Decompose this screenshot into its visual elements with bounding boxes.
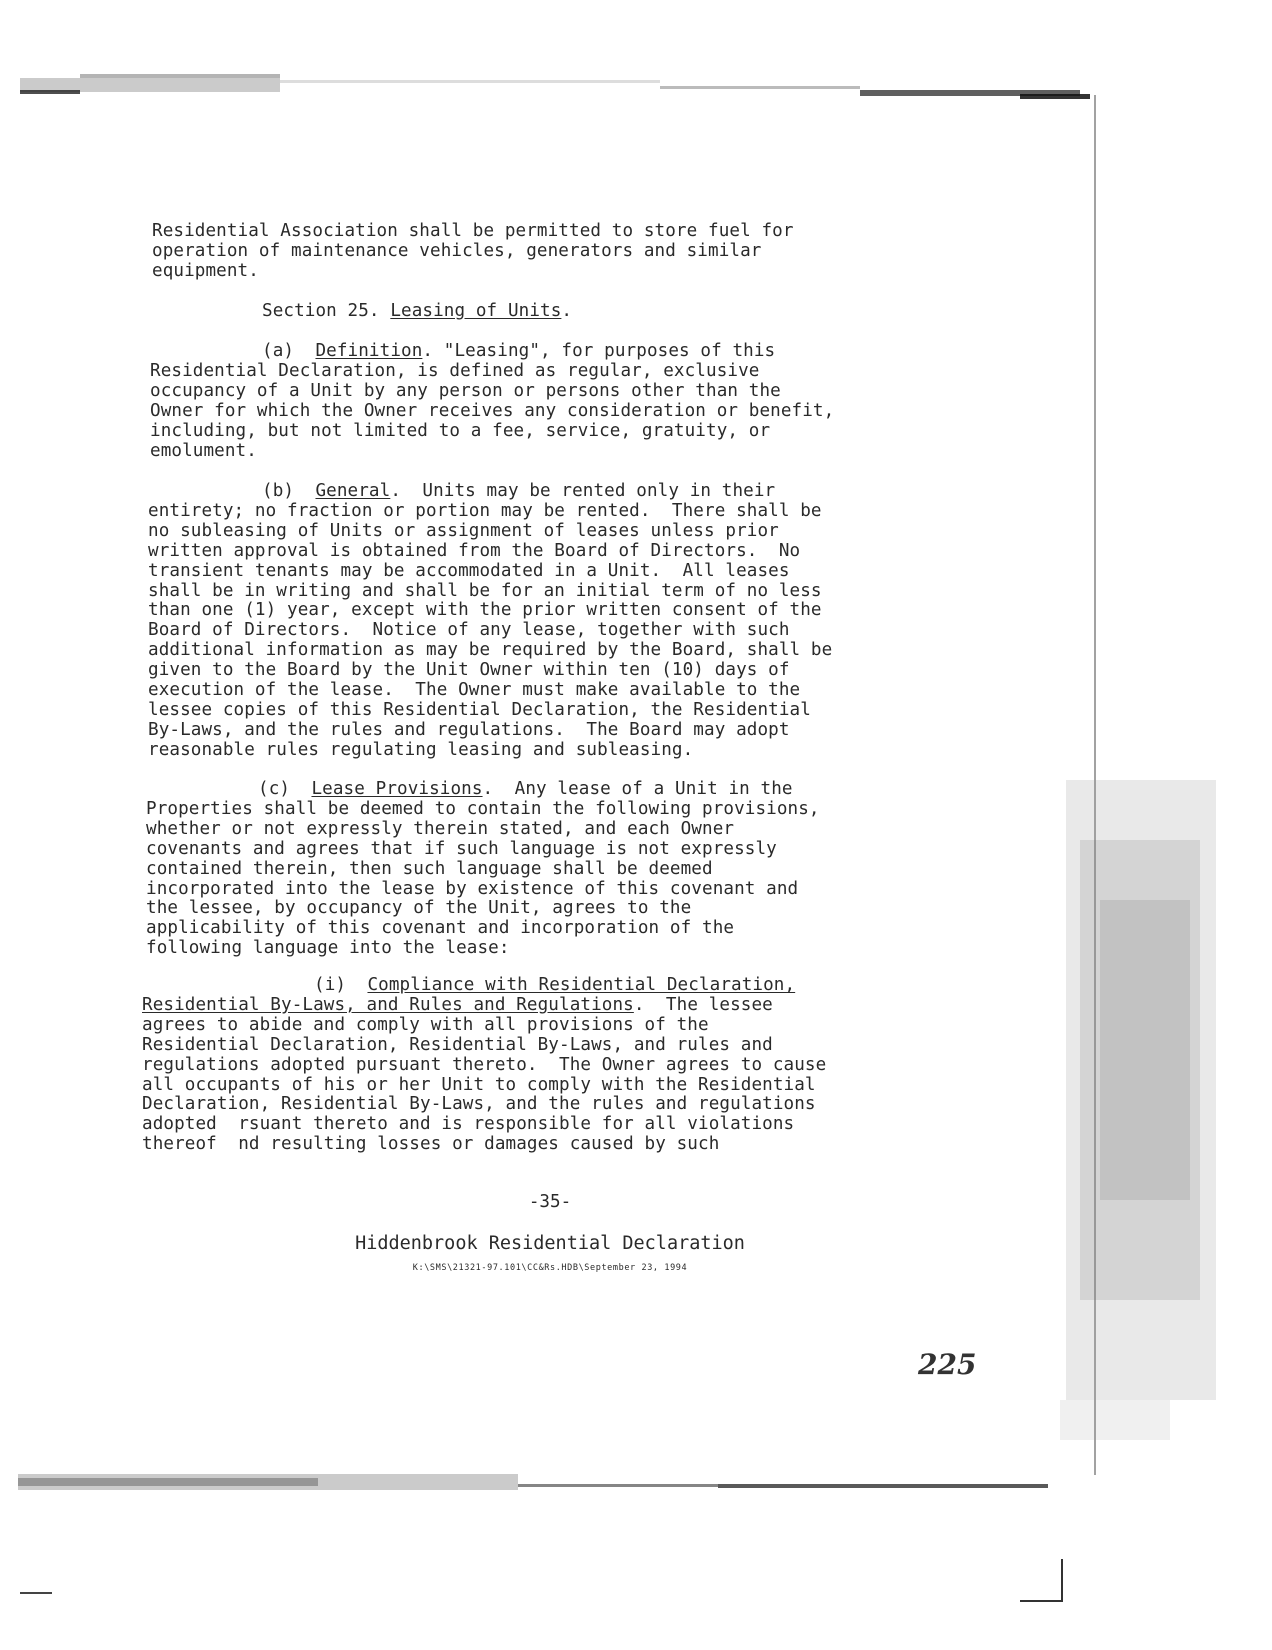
subsection-a-marker: (a) bbox=[262, 341, 295, 361]
page-number: -35- bbox=[528, 1192, 572, 1212]
section-number: Section 25. bbox=[262, 301, 380, 321]
subsection-c-marker: (c) bbox=[258, 779, 291, 799]
subitem-i-title-line2: Residential By-Laws, and Rules and Regulations bbox=[142, 994, 634, 1015]
opening-paragraph: Residential Association shall be permitted to store fuel for operation of maintenance vehicles, generators and similar equipment. bbox=[152, 221, 794, 281]
subsection-a-body: . "Leasing", for purposes of this Residential Declaration, is defined as regular, exclusive occupancy of a Unit by any person or persons other than the Owner for which the Owner receives any consideration or benefit, including, but not limited to a fee, service, gratuity, or emolument. bbox=[150, 341, 835, 461]
footer-document-title: Hiddenbrook Residential Declaration bbox=[355, 1233, 745, 1254]
subitem-i-body: . The lessee agrees to abide and comply with all provisions of the Residential Declaration, Residential By-Laws, and rules and regulations adopted pursuant thereto. The Owner agrees to cause all occupants of his or her Unit to comply with the Residential Declaration, Residential By-Laws, and the rules and regulations adopted rsuant thereto and is responsible for all violations thereof nd resulting losses or damages caused by such bbox=[142, 994, 827, 1155]
subsection-b-marker: (b) bbox=[262, 481, 295, 501]
subsection-c-title: Lease Provisions bbox=[311, 779, 483, 799]
subsection-b-body: . Units may be rented only in their entirety; no fraction or portion may be rented. There shall be no subleasing of Units or assignment of leases unless prior written approval is obtained from the Board of Directors. No transient tenants may be accommodated in a Unit. All leases shall be in writing and shall be for an initial term of no less than one (1) year, except with the prior written consent of the Board of Directors. Notice of any lease, together with such additional information as may be required by the Board, shall be given to the Board by the Unit Owner within ten (10) days of execution of the lease. The Owner must make available to the lessee copies of this Residential Declaration, the Residential By-Laws, and the rules and regulations. The Board may adopt reasonable rules regulating leasing and subleasing. bbox=[148, 481, 833, 760]
subsection-a bbox=[150, 342, 970, 461]
subitem-i bbox=[142, 976, 962, 1155]
subsection-b bbox=[148, 482, 968, 761]
subsection-a-title: Definition bbox=[315, 341, 423, 361]
subsection-b-title: General bbox=[315, 481, 391, 501]
handwritten-page-number: 225 bbox=[918, 1348, 977, 1381]
section-title: Leasing of Units bbox=[390, 301, 562, 321]
section-heading: Section 25. Leasing of Units. bbox=[262, 301, 573, 321]
subsection-c-body: . Any lease of a Unit in the Properties shall be deemed to contain the following provisions, whether or not expressly therein stated, and each Owner covenants and agrees that if such language is not expressly contained therein, then such language shall be deemed incorporated into the lease by existence of this covenant and the lessee, by occupancy of the Unit, agrees to the applicability of this covenant and incorporation of the following language into the lease: bbox=[146, 779, 820, 959]
footer-file-path: K:\SMS\21321-97.101\CC&Rs.HDB\September 23, 1994 bbox=[412, 1263, 688, 1273]
subitem-i-marker: (i) bbox=[314, 975, 347, 995]
subitem-i-title-line1: Compliance with Residential Declaration, bbox=[367, 975, 796, 995]
subsection-c bbox=[146, 780, 966, 959]
